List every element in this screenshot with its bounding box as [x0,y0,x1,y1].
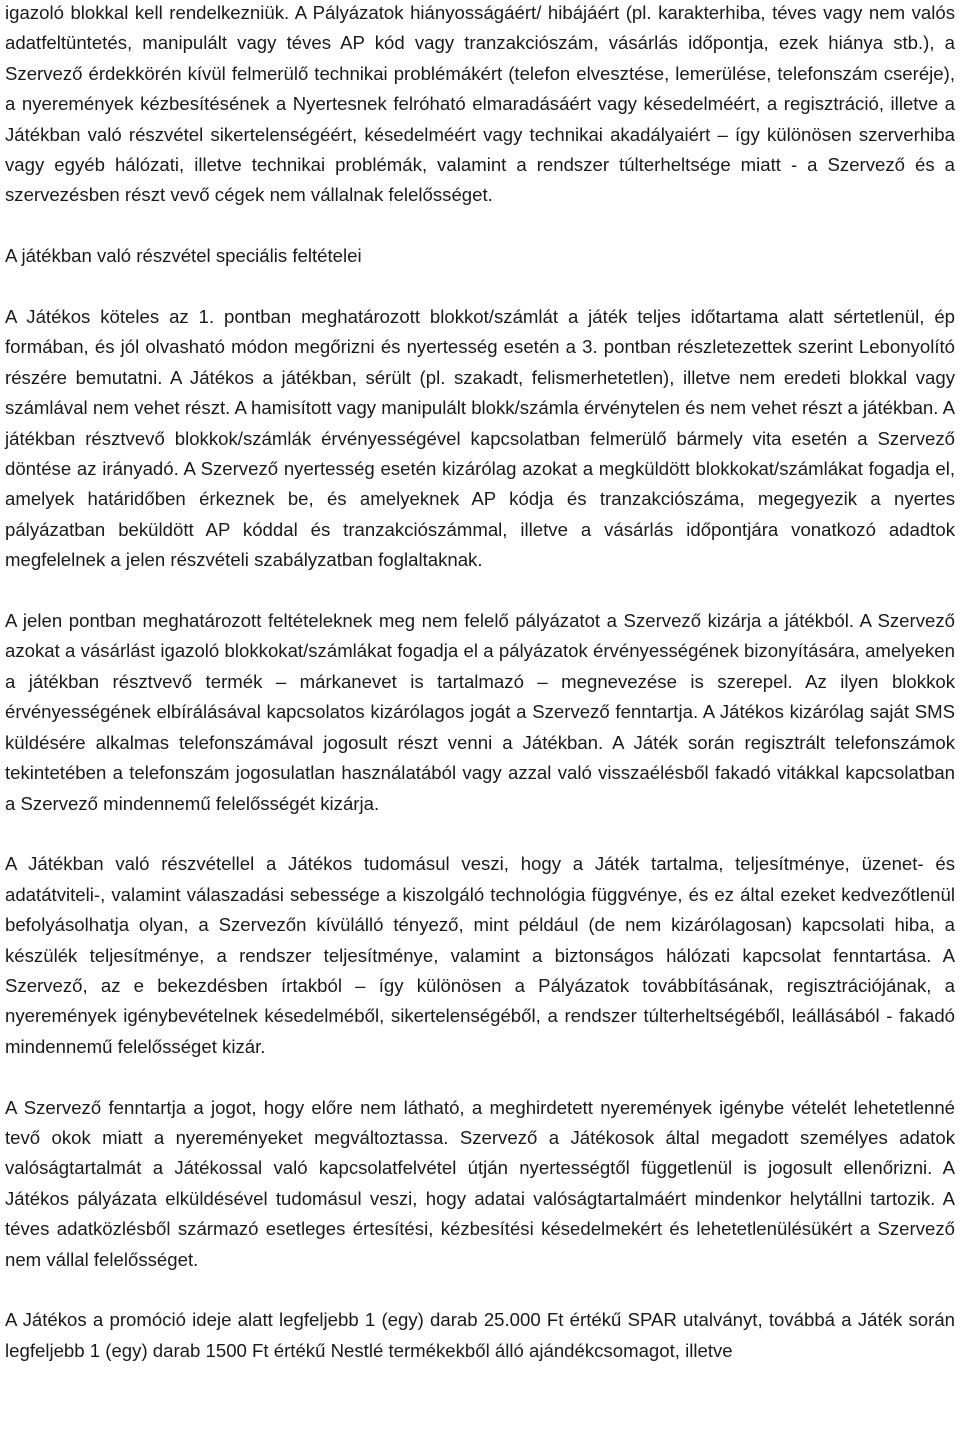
paragraph-organizer-rights: A Szervező fenntartja a jogot, hogy előre nem látható, a meghirdetett nyeremények igénybe vételét lehetetlenné tevő okok miatt a nyereményeket megváltoztassa. Szervező a Játékosok által megadott személyes adatok valóságtartalmát a Játékossal való kapcsolatfelvétel útján nyertességtől függetlenül is jogosult ellenőrizni. A Játékos pályázata elküldésével tudomásul veszi, hogy adatai valóságtartalmáért mindenkor helytállni tartozik. A téves adatközlésből származó esetleges értesítési, kézbesítési késedelmekért és lehetetlenülésükért a Szervező nem vállal felelősséget. [5,1096,955,1270]
paragraph-exclusion-conditions: A jelen pontban meghatározott feltételeknek meg nem felelő pályázatot a Szervező kizárja a játékból. A Szervező azokat a vásárlást igazoló blokkokat/számlákat fogadja el a pályázatok érvényességének bizonyítására, amelyeken a játékban résztvevő termék – márkanevet is tartalmazó – megnevezése is szerepel. Az ilyen blokkok érvényességének elbírálásával kapcsolatos kizárólagos jogát a Szervező fenntartja. A Játékos kizárólag saját SMS küldésére alkalmas telefonszámával jogosult részt venni a Játékban. A Játék során regisztrált telefonszámok tekintetében a telefonszám jogosulatlan használatából vagy azzal való visszaélésből fakadó vitákkal kapcsolatban a Szervező mindennemű felelősségét kizárja. [5,610,955,814]
paragraph-receipt-retention: A Játékos köteles az 1. pontban meghatározott blokkot/számlát a játék teljes időtartama alatt sértetlenül, ép formában, és jól olvasható módon megőrizni és nyertesség esetén a 3. pontban részletezettek szerint Lebonyolító részére bemutatni. A Játékos a játékban, sérült (pl. szakadt, felismerhetetlen), illetve nem eredeti blokkal vagy számlával nem vehet részt. A hamisított vagy manipulált blokk/számla érvénytelen és nem vehet részt a játékban. A játékban résztvevő blokkok/számlák érvényességével kapcsolatban felmerülő bármely vita esetén a Szervező döntése az irányadó. A Szervező nyertesség esetén kizárólag azokat a megküldött blokkokat/számlákat fogadja el, amelyek határidőben érkeznek be, és amelyeknek AP kódja és tranzakciószáma, megegyezik a nyertes pályázatban beküldött AP kóddal és tranzakciószámmal, illetve a vásárlás időpontjára vonatkozó adadtok megfelelnek a jelen részvételi szabályzatban foglaltaknak. [5,306,955,571]
paragraph-liability-disclaimer: igazoló blokkal kell rendelkezniük. A Pályázatok hiányosságáért/ hibájáért (pl. karakterhiba, téves vagy nem valós adatfeltüntetés, manipulált vagy téves AP kód vagy tranzakciószám, vásárlás időpontja, ezek hiánya stb.), a Szervező érdekkörén kívül felmerülő technikai problémákért (telefon elvesztése, lemerülése, telefonszám cseréje), a nyeremények kézbesítésének a Nyertesnek felróható elmaradásáért vagy késedelméért, a regisztráció, illetve a Játékban való részvétel sikertelenségéért, késedelméért vagy technikai akadályaiért – így különösen szerverhiba vagy egyéb hálózati, illetve technikai problémák, valamint a rendszer túlterheltsége miatt - a Szervező és a szervezésben részt vevő cégek nem vállalnak felelősséget. [5,2,955,206]
section-heading-special-conditions: A játékban való részvétel speciális feltételei [5,245,362,267]
paragraph-technology-disclaimer: A Játékban való részvétellel a Játékos tudomásul veszi, hogy a Játék tartalma, teljesítménye, üzenet- és adatátviteli-, valamint válaszadási sebessége a kiszolgáló technológia függvénye, és ez által ezeket kedvezőtlenül befolyásolhatja olyan, a Szervezőn kívülálló tényező, mint például (de nem kizárólagosan) kapcsolati hiba, a készülék teljesítménye, a rendszer teljesítménye, valamint a biztonságos hálózati kapcsolat fenntartása. A Szervező, az e bekezdésben írtakból – így különösen a Pályázatok továbbításának, regisztrációjának, a nyeremények igénybevételnek késedelméből, sikertelenségéből, a rendszer túlterheltségéből, leállásából - fakadó mindennemű felelősséget kizár. [5,853,955,1057]
paragraph-prize-limits: A Játékos a promóció ideje alatt legfeljebb 1 (egy) darab 25.000 Ft értékű SPAR utalványt, továbbá a Játék során legfeljebb 1 (egy) darab 1500 Ft értékű Nestlé termékekből álló ajándékcsomagot, illetve [5,1309,955,1361]
document-page [5,0,955,1366]
